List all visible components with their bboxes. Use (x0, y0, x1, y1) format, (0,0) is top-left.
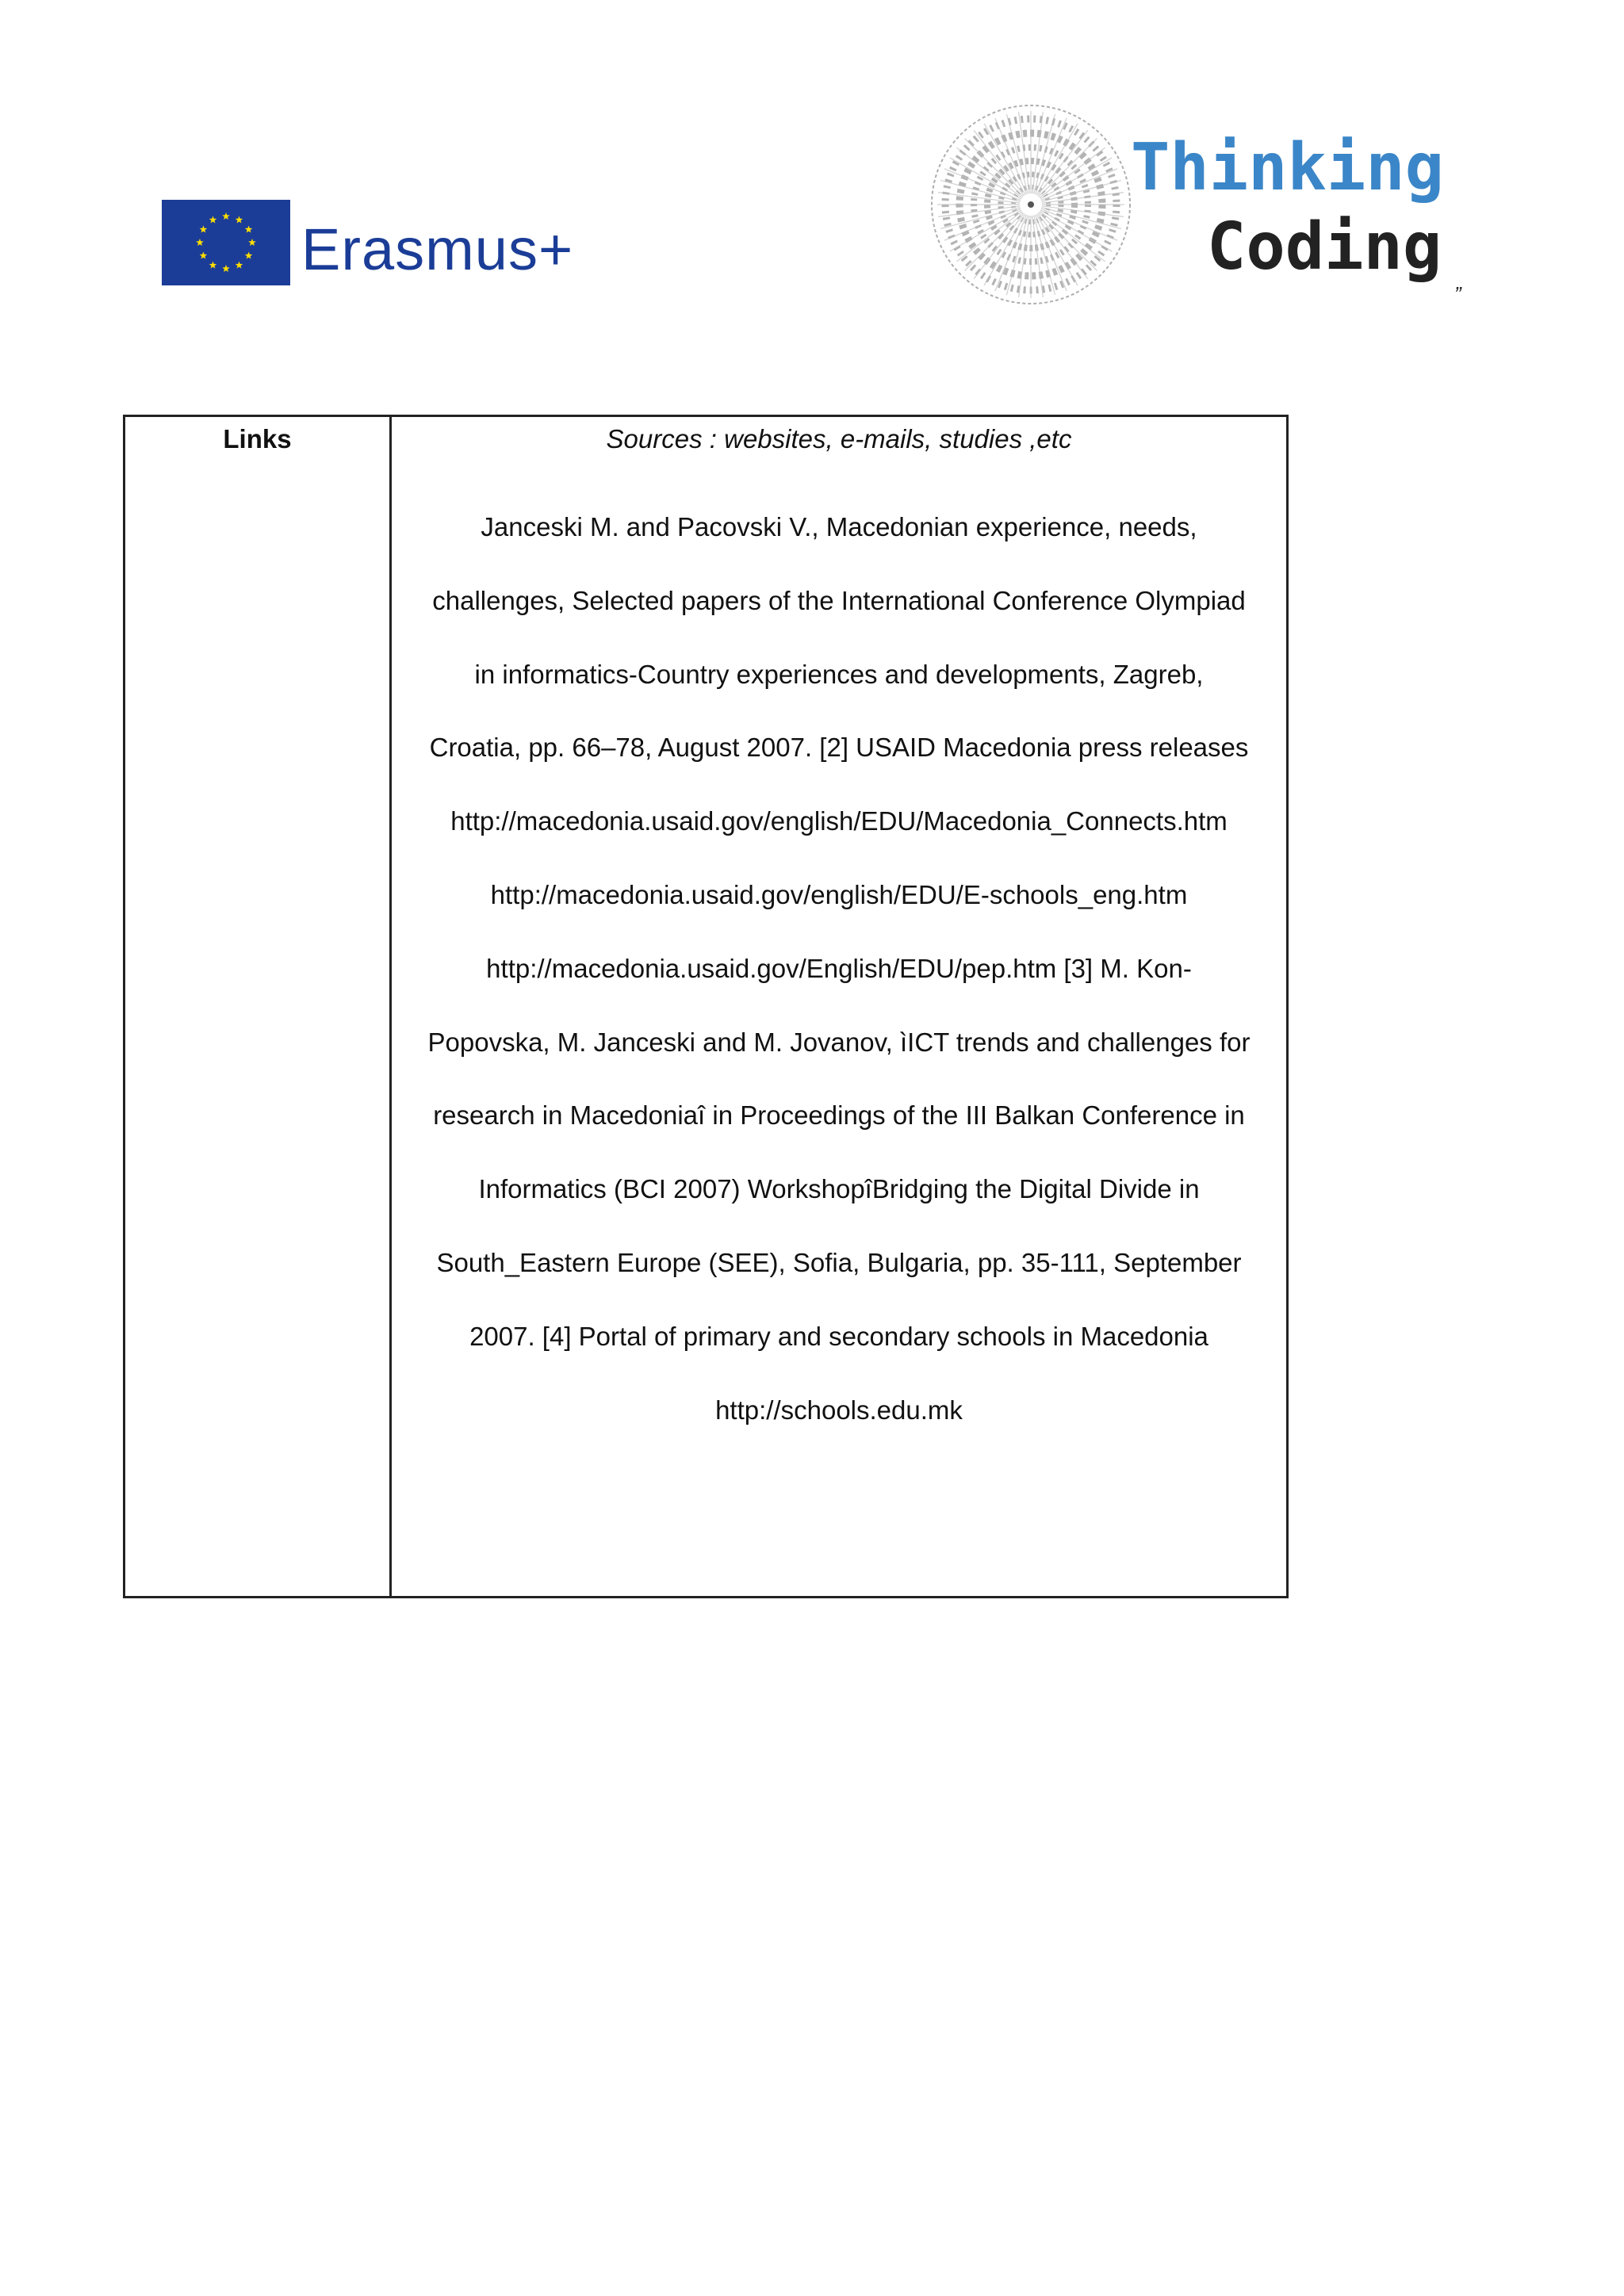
thinking-wordmark: Thinking (1131, 130, 1444, 205)
sources-link-line: http://schools.edu.mk (715, 1395, 963, 1425)
links-column-header: Links (223, 424, 292, 453)
sources-link-line: http://macedonia.usaid.gov/english/EDU/Macedonia_Connects.htm (450, 806, 1228, 836)
binary-globe-icon (928, 101, 1134, 308)
sources-link-line: http://macedonia.usaid.gov/english/EDU/E-schools_eng.htm (490, 879, 1188, 909)
sources-line: Janceski M. and Pacovski V., Macedonian experience, needs, (481, 512, 1197, 541)
sources-line: Informatics (BCI 2007) WorkshopîBridging the Digital Divide in (478, 1174, 1200, 1204)
sources-cell (392, 508, 1286, 1464)
sources-column-header: Sources : websites, e-mails, studies ,etc (606, 424, 1072, 453)
sources-line: Croatia, pp. 66–78, August 2007. [2] USAID Macedonia press releases (429, 733, 1249, 763)
sources-line: 2007. [4] Portal of primary and secondary schools in Macedonia (469, 1321, 1208, 1351)
sources-line: research in Macedoniaî in Proceedings of the III Balkan Conference in (433, 1100, 1245, 1131)
links-sources-table (123, 415, 1289, 1598)
eu-flag-icon (162, 200, 290, 285)
erasmus-plus-logo (162, 198, 590, 289)
coding-wordmark: Coding (1207, 209, 1442, 285)
sources-line: challenges, Selected papers of the International Conference Olympiad (432, 585, 1246, 615)
erasmus-wordmark: Erasmus+ (301, 216, 574, 282)
sources-line: in informatics-Country experiences and developments, Zagreb, (474, 659, 1204, 689)
header-quote-mark: ” (1454, 282, 1461, 306)
sources-line: South_Eastern Europe (SEE), Sofia, Bulgaria, pp. 35-111, September (436, 1247, 1242, 1277)
sources-line: Popovska, M. Janceski and M. Jovanov, ìICT trends and challenges for (427, 1027, 1251, 1057)
sources-link-line: http://macedonia.usaid.gov/English/EDU/pep.htm [3] M. Kon- (486, 953, 1192, 983)
thinking-coding-logo (928, 101, 1444, 308)
